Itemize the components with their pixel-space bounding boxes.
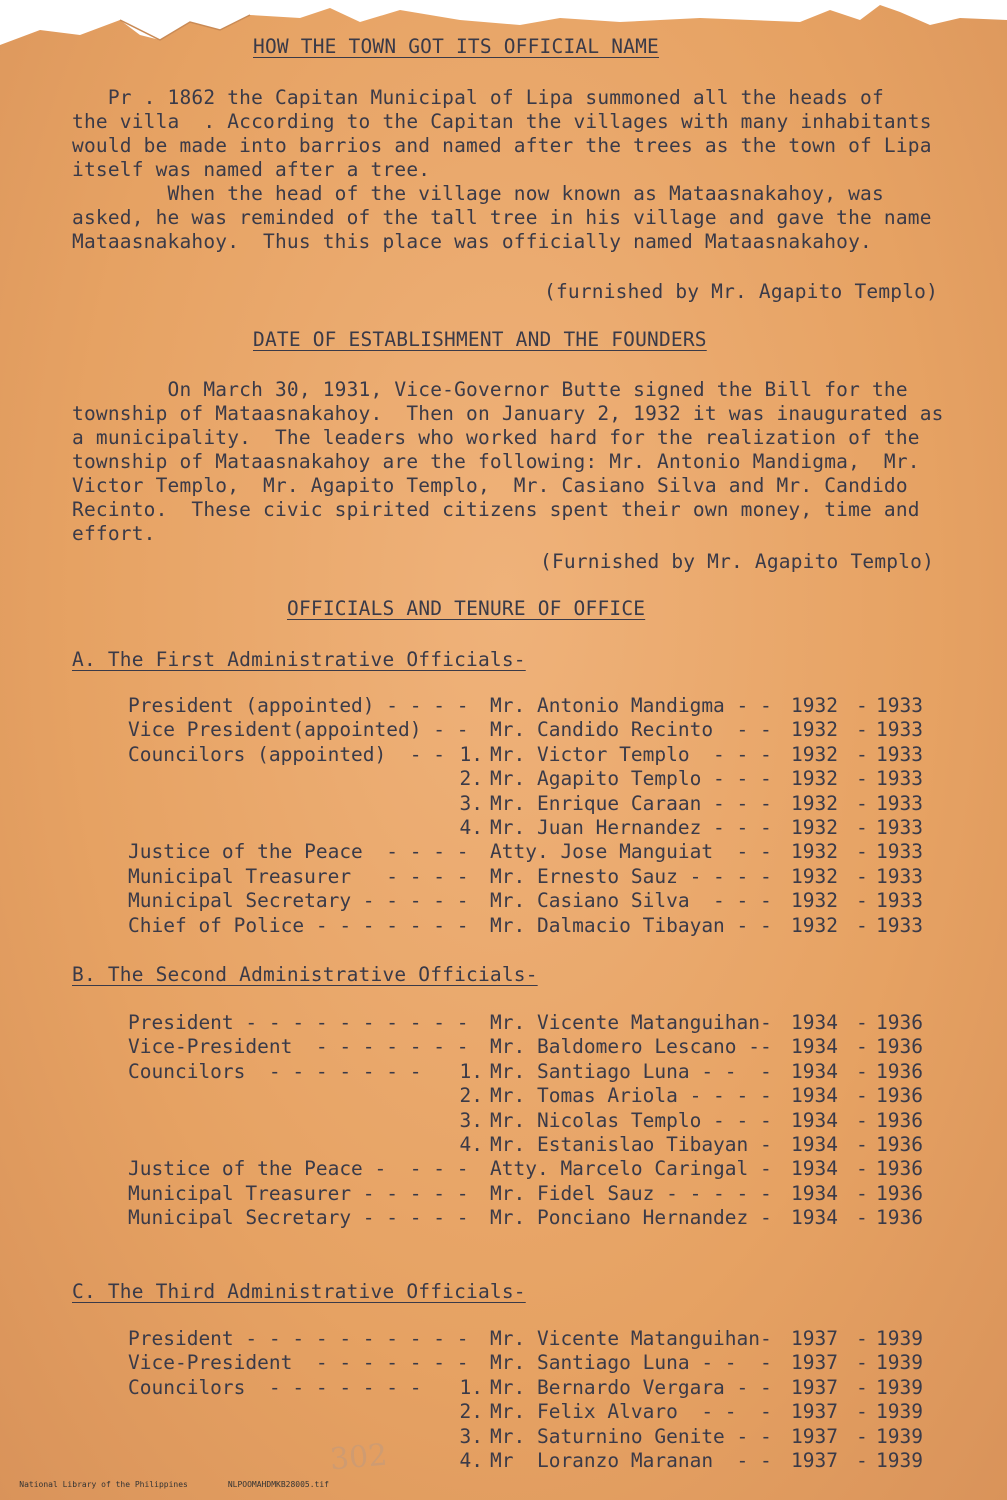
official-name: Mr. Baldomero Lescano --	[490, 1035, 772, 1059]
tenure-start: 1937	[791, 1327, 838, 1350]
tenure-dash: -	[856, 1400, 868, 1424]
tenure-end: 1939	[876, 1351, 923, 1375]
tenure-start: 1932	[791, 718, 838, 742]
tenure-start: 1934	[791, 1181, 838, 1205]
tenure-end: 1933	[876, 840, 923, 864]
paragraph-line: asked, he was reminded of the tall tree in his village and gave the name	[72, 206, 932, 229]
official-row	[128, 1206, 928, 1230]
footer-filename: NLPOOMAHDMKB28005.tif	[227, 1480, 329, 1489]
official-name-credit: (furnished by Mr. Agapito Templo)	[544, 280, 939, 303]
tenure-end: 1936	[876, 1157, 923, 1181]
official-name: Mr. Vicente Matanguihan-	[490, 1011, 772, 1034]
official-number: 3.	[459, 791, 483, 815]
section-b-heading: B. The Second Administrative Officials-	[72, 963, 538, 986]
footer-library: National Library of the Philippines	[19, 1480, 188, 1489]
tenure-start: 1932	[791, 767, 838, 791]
official-title: Justice of the Peace - - - -	[128, 840, 469, 864]
paragraph-line: When the head of the village now known as Mataasnakahoy, was	[72, 182, 884, 205]
tenure-end: 1936	[876, 1108, 923, 1132]
official-row	[128, 792, 928, 816]
tenure-end: 1936	[876, 1133, 923, 1156]
paragraph-line: township of Mataasnakahoy are the following: Mr. Antonio Mandigma, Mr.	[72, 450, 920, 473]
tenure-dash: -	[856, 1449, 868, 1472]
tenure-start: 1934	[791, 1133, 838, 1156]
official-title: Councilors (appointed) - -	[128, 742, 445, 766]
tenure-dash: -	[856, 889, 868, 913]
official-row	[128, 865, 928, 889]
official-number: 2.	[459, 1400, 483, 1424]
official-row	[128, 1011, 928, 1035]
tenure-start: 1934	[791, 1059, 838, 1083]
paragraph-line: Recinto. These civic spirited citizens spent their own money, time and	[72, 498, 920, 521]
official-row	[128, 743, 928, 767]
official-name: Atty. Marcelo Caringal -	[490, 1157, 772, 1181]
official-row	[128, 1425, 928, 1449]
official-number: 2.	[459, 1084, 483, 1108]
tenure-dash: -	[856, 1133, 868, 1156]
official-title: Municipal Treasurer - - - - -	[128, 1181, 469, 1205]
tenure-start: 1932	[791, 816, 838, 839]
tenure-end: 1939	[876, 1400, 923, 1424]
official-row	[128, 1035, 928, 1059]
official-row	[128, 914, 928, 938]
tenure-dash: -	[856, 1181, 868, 1205]
tenure-dash: -	[856, 718, 868, 742]
tenure-dash: -	[856, 1206, 868, 1230]
tenure-dash: -	[856, 767, 868, 791]
tenure-end: 1936	[876, 1011, 923, 1034]
tenure-dash: -	[856, 1084, 868, 1108]
tenure-start: 1932	[791, 791, 838, 815]
paragraph-line: Victor Templo, Mr. Agapito Templo, Mr. Casiano Silva and Mr. Candido	[72, 474, 908, 497]
official-row	[128, 1109, 928, 1133]
official-row	[128, 1182, 928, 1206]
official-number: 4.	[459, 1133, 483, 1156]
section-a-heading: A. The First Administrative Officials-	[72, 648, 526, 671]
tenure-dash: -	[856, 694, 868, 717]
tenure-start: 1934	[791, 1108, 838, 1132]
official-title: Vice President(appointed) - -	[128, 718, 469, 742]
tenure-start: 1932	[791, 742, 838, 766]
official-number: 4.	[459, 816, 483, 839]
official-title: Municipal Secretary - - - - -	[128, 1206, 469, 1230]
official-name: Mr. Felix Alvaro - - -	[490, 1400, 772, 1424]
official-name: Mr. Casiano Silva - - -	[490, 889, 772, 913]
official-number: 3.	[459, 1108, 483, 1132]
official-name: Mr. Dalmacio Tibayan - -	[490, 913, 772, 937]
official-row	[128, 1449, 928, 1473]
tenure-start: 1932	[791, 840, 838, 864]
tenure-dash: -	[856, 913, 868, 937]
section-c-heading: C. The Third Administrative Officials-	[72, 1280, 526, 1303]
official-number: 1.	[459, 1375, 483, 1399]
establishment-credit: (Furnished by Mr. Agapito Templo)	[540, 550, 935, 573]
official-row	[128, 1376, 928, 1400]
tenure-dash: -	[856, 1424, 868, 1448]
tenure-start: 1934	[791, 1206, 838, 1230]
official-title: President (appointed) - - - -	[128, 694, 469, 717]
tenure-dash: -	[856, 840, 868, 864]
tenure-end: 1939	[876, 1375, 923, 1399]
handwritten-page-number: 302	[328, 1437, 389, 1478]
official-row	[128, 767, 928, 791]
official-number: 2.	[459, 767, 483, 791]
official-name: Mr. Ponciano Hernandez -	[490, 1206, 772, 1230]
official-row	[128, 840, 928, 864]
official-title: President - - - - - - - - - -	[128, 1327, 469, 1350]
tenure-end: 1936	[876, 1181, 923, 1205]
official-row	[128, 889, 928, 913]
official-row	[128, 1157, 928, 1181]
official-name: Mr. Victor Templo - - -	[490, 742, 772, 766]
official-number: 3.	[459, 1424, 483, 1448]
tenure-start: 1937	[791, 1400, 838, 1424]
official-row	[128, 1084, 928, 1108]
official-name: Mr. Ernesto Sauz - - - -	[490, 864, 772, 888]
official-row	[128, 1400, 928, 1424]
official-name: Mr. Vicente Matanguihan-	[490, 1327, 772, 1350]
official-name: Mr. Juan Hernandez - - -	[490, 816, 772, 839]
official-name: Mr. Nicolas Templo - - -	[490, 1108, 772, 1132]
tenure-start: 1932	[791, 913, 838, 937]
official-row	[128, 1133, 928, 1157]
tenure-end: 1933	[876, 694, 923, 717]
tenure-end: 1933	[876, 889, 923, 913]
official-name: Mr Loranzo Maranan - -	[490, 1449, 772, 1472]
official-name: Mr. Fidel Sauz - - - - -	[490, 1181, 772, 1205]
paragraph-line: would be made into barrios and named after the trees as the town of Lipa	[72, 134, 932, 157]
official-title: Councilors - - - - - - -	[128, 1059, 422, 1083]
paragraph-line: a municipality. The leaders who worked hard for the realization of the	[72, 426, 920, 449]
tenure-start: 1932	[791, 864, 838, 888]
tenure-end: 1933	[876, 864, 923, 888]
tenure-start: 1934	[791, 1157, 838, 1181]
official-number: 1.	[459, 1059, 483, 1083]
tenure-start: 1937	[791, 1375, 838, 1399]
tenure-dash: -	[856, 1011, 868, 1034]
tenure-start: 1932	[791, 694, 838, 717]
tenure-end: 1933	[876, 913, 923, 937]
paragraph-line: On March 30, 1931, Vice-Governor Butte signed the Bill for the	[72, 378, 908, 401]
official-row	[128, 1351, 928, 1375]
official-row	[128, 816, 928, 840]
tenure-end: 1936	[876, 1059, 923, 1083]
paragraph-line: township of Mataasnakahoy. Then on January 2, 1932 it was inaugurated as	[72, 402, 944, 425]
tenure-end: 1936	[876, 1035, 923, 1059]
official-name: Atty. Jose Manguiat - -	[490, 840, 772, 864]
tenure-dash: -	[856, 1327, 868, 1350]
official-name: Mr. Santiago Luna - - -	[490, 1351, 772, 1375]
official-title: Municipal Treasurer - - - -	[128, 864, 469, 888]
tenure-dash: -	[856, 1108, 868, 1132]
tenure-end: 1933	[876, 718, 923, 742]
official-title: Justice of the Peace - - - -	[128, 1157, 469, 1181]
official-name: Mr. Tomas Ariola - - - -	[490, 1084, 772, 1108]
tenure-dash: -	[856, 742, 868, 766]
official-name: Mr. Enrique Caraan - - -	[490, 791, 772, 815]
tenure-end: 1933	[876, 767, 923, 791]
paragraph-line: Pr . 1862 the Capitan Municipal of Lipa summoned all the heads of	[72, 86, 884, 109]
official-title: Vice-President - - - - - - -	[128, 1351, 469, 1375]
tenure-dash: -	[856, 791, 868, 815]
title-official-name: HOW THE TOWN GOT ITS OFFICIAL NAME	[253, 35, 659, 58]
tenure-end: 1936	[876, 1084, 923, 1108]
archive-footer	[0, 1471, 369, 1498]
official-title: Municipal Secretary - - - - -	[128, 889, 469, 913]
official-title: Councilors - - - - - - -	[128, 1375, 422, 1399]
tenure-dash: -	[856, 1375, 868, 1399]
tenure-end: 1939	[876, 1449, 923, 1472]
tenure-dash: -	[856, 1059, 868, 1083]
paragraph-line: effort.	[72, 522, 156, 545]
tenure-start: 1934	[791, 1035, 838, 1059]
tenure-start: 1934	[791, 1084, 838, 1108]
tenure-end: 1936	[876, 1206, 923, 1230]
official-name: Mr. Agapito Templo - - -	[490, 767, 772, 791]
official-row	[128, 718, 928, 742]
official-row	[128, 1060, 928, 1084]
official-name: Mr. Bernardo Vergara - -	[490, 1375, 772, 1399]
official-name: Mr. Antonio Mandigma - -	[490, 694, 772, 717]
official-name: Mr. Candido Recinto - -	[490, 718, 772, 742]
official-name: Mr. Estanislao Tibayan -	[490, 1133, 772, 1156]
official-number: 4.	[459, 1449, 483, 1472]
tenure-end: 1939	[876, 1327, 923, 1350]
tenure-dash: -	[856, 1351, 868, 1375]
title-establishment: DATE OF ESTABLISHMENT AND THE FOUNDERS	[253, 328, 707, 351]
official-title: President - - - - - - - - - -	[128, 1011, 469, 1034]
tenure-start: 1937	[791, 1351, 838, 1375]
paragraph-line: Mataasnakahoy. Thus this place was officially named Mataasnakahoy.	[72, 230, 872, 253]
tenure-end: 1933	[876, 742, 923, 766]
official-row	[128, 1327, 928, 1351]
tenure-start: 1932	[791, 889, 838, 913]
official-number: 1.	[459, 742, 483, 766]
tenure-dash: -	[856, 1157, 868, 1181]
official-title: Chief of Police - - - - - - -	[128, 913, 469, 937]
paragraph-line: the villa . According to the Capitan the villages with many inhabitants	[72, 110, 932, 133]
tenure-dash: -	[856, 864, 868, 888]
official-name: Mr. Santiago Luna - - -	[490, 1059, 772, 1083]
official-name: Mr. Saturnino Genite - -	[490, 1424, 772, 1448]
tenure-start: 1934	[791, 1011, 838, 1034]
tenure-dash: -	[856, 1035, 868, 1059]
tenure-start: 1937	[791, 1449, 838, 1472]
tenure-end: 1933	[876, 816, 923, 839]
tenure-start: 1937	[791, 1424, 838, 1448]
tenure-dash: -	[856, 816, 868, 839]
official-row	[128, 694, 928, 718]
tenure-end: 1939	[876, 1424, 923, 1448]
tenure-end: 1933	[876, 791, 923, 815]
official-title: Vice-President - - - - - - -	[128, 1035, 469, 1059]
paragraph-line: itself was named after a tree.	[72, 158, 431, 181]
title-officials: OFFICIALS AND TENURE OF OFFICE	[287, 597, 646, 620]
